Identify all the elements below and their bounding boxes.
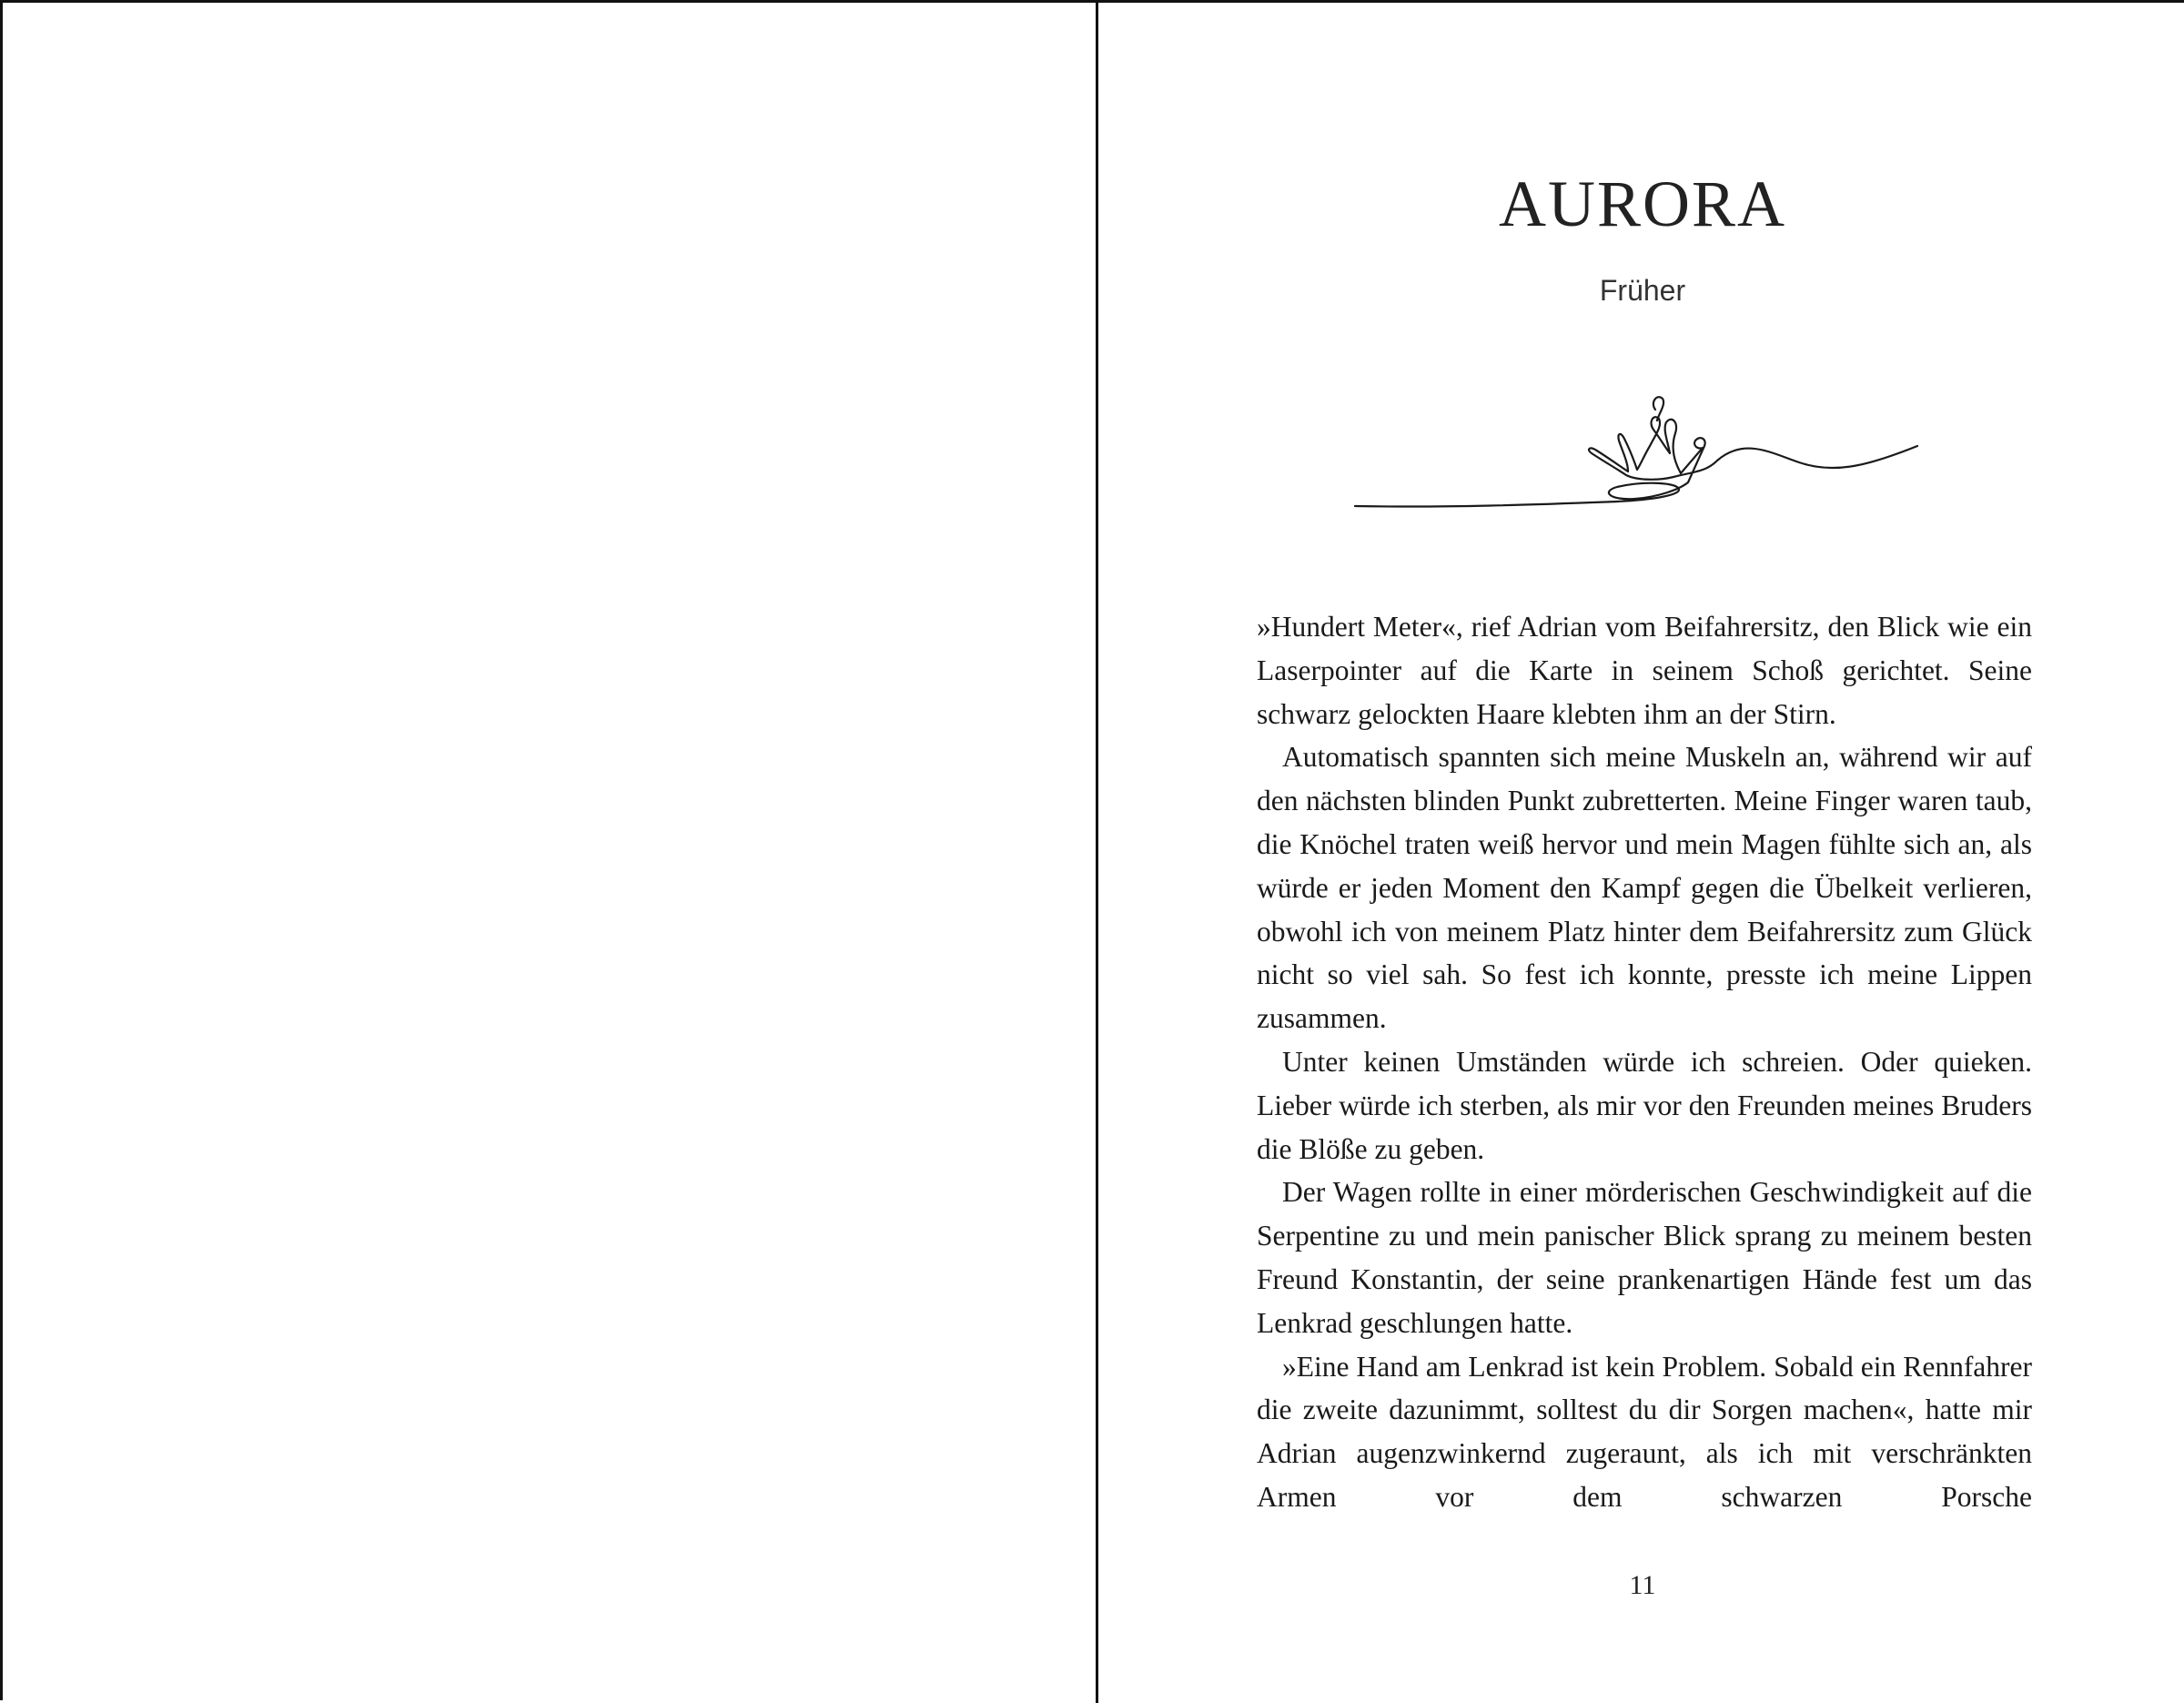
- chapter-title: AURORA: [1498, 167, 1787, 240]
- left-page-blank: [3, 3, 1096, 1703]
- paragraph: Unter keinen Umständen würde ich schreien. Oder quieken. Lieber würde ich sterben, als mir vor den Freunden meines Bruders die Blöße zu geben.: [1257, 1045, 2032, 1165]
- right-page: [1098, 3, 2184, 1703]
- paragraph: »Hundert Meter«, rief Adrian vom Beifahrersitz, den Blick wie ein Laserpointer auf die Karte in seinem Schoß gerichtet. Seine schwarz gelockten Haare klebten ihm an der Stirn.: [1257, 611, 2032, 730]
- crown-line-icon: [1344, 362, 1936, 522]
- paragraph: Automatisch spannten sich meine Muskeln an, während wir auf den nächsten blinden Punkt zubretterten. Meine Finger waren taub, die Knöchel traten weiß hervor und mein Magen fühlte sich an, als würde er jeden Moment den Kampf gegen die Übelkeit verlieren, obwohl ich von meinem Platz hinter dem Beifahrersitz zum Glück nicht so viel sah. So fest ich konnte, presste ich meine Lippen zusammen.: [1257, 741, 2032, 1035]
- page-number: 11: [1629, 1570, 1656, 1600]
- chapter-subtitle: Früher: [1599, 274, 1686, 307]
- paragraph: Der Wagen rollte in einer mörderischen Geschwindigkeit auf die Serpentine zu und mein panischer Blick sprang zu meinem besten Freund Konstantin, der seine prankenartigen Hände fest um das Lenkrad geschlungen hatte.: [1257, 1176, 2032, 1339]
- chapter-body-text: [1257, 605, 2032, 1519]
- paragraph: »Eine Hand am Lenkrad ist kein Problem. Sobald ein Rennfahrer die zweite dazunimmt, solltest du dir Sorgen machen«, hatte mir Adrian augenzwinkernd zugeraunt, als ich mit verschränkten Armen vor dem schwarzen Porsche: [1257, 1350, 2032, 1513]
